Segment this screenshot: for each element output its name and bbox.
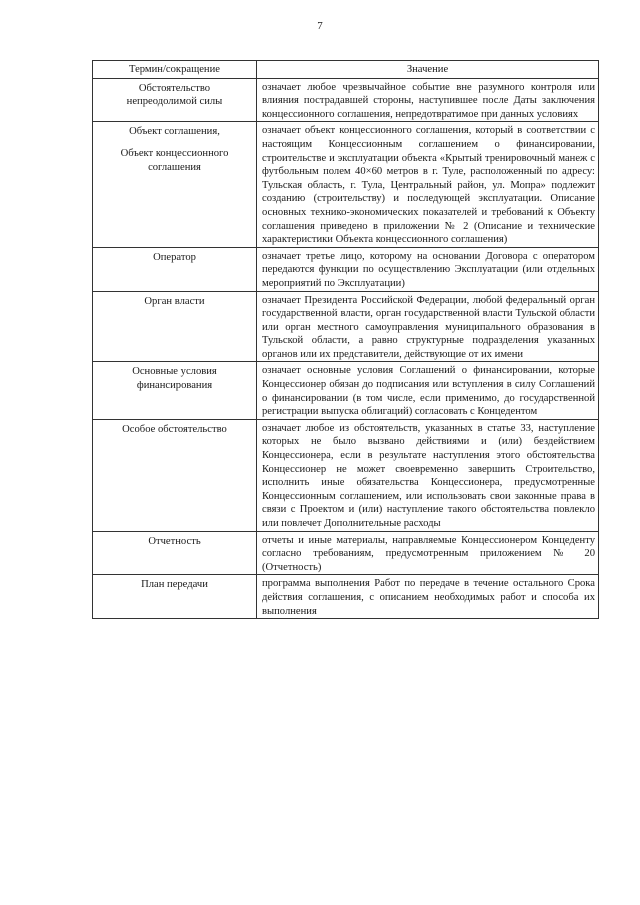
term-cell bbox=[93, 362, 257, 419]
table-row bbox=[93, 247, 599, 291]
term-cell bbox=[93, 531, 257, 575]
term-line: Орган власти bbox=[144, 295, 205, 307]
term-cell bbox=[93, 419, 257, 531]
term-cell bbox=[93, 247, 257, 291]
term-cell bbox=[93, 78, 257, 122]
definition-cell: означает Президента Российской Федерации, любой федеральный орган государственной власти, орган государственной власти Тульской области или орган местного самоуправления муниципального образования в Тульской области, а равно структурные подразделения указанных органов или их представители, действующие от их имени bbox=[257, 291, 599, 362]
page-number: 7 bbox=[317, 20, 323, 32]
term-line: соглашения bbox=[148, 161, 201, 173]
term-spacer bbox=[99, 139, 250, 147]
term-cell bbox=[93, 291, 257, 362]
term-line: финансирования bbox=[136, 380, 213, 392]
table-row bbox=[93, 419, 599, 531]
definition-cell: означает любое чрезвычайное событие вне разумного контроля или влияния пострадавшей стороны, наступившее после Даты заключения концессионного соглашения, непредотвратимое при данных условиях bbox=[257, 78, 599, 122]
definition-cell: программа выполнения Работ по передаче в течение остального Срока действия соглашения, с описанием необходимых работ и способа их выполнения bbox=[257, 575, 599, 619]
table-row bbox=[93, 362, 599, 419]
table-row bbox=[93, 291, 599, 362]
table-row bbox=[93, 531, 599, 575]
term-line: Отчетность bbox=[148, 535, 201, 547]
definition-cell: означает основные условия Соглашений о финансировании, которые Концессионер обязан до подписания или вступления в силу Соглашений о финансировании (в том числе, если применимо, до государственной регистрации выпуска облигаций) согласовать с Концедентом bbox=[257, 362, 599, 419]
table-row bbox=[93, 122, 599, 247]
definition-cell: означает любое из обстоятельств, указанных в статье 33, наступление которых не было вызвано действиями и (или) бездействием Концессионера, если в результате наступления этого обстоятельства Концессионер не может своевременно завершить Строительство, исполнить иные обязательства Концессионера, предусмотренные Концессионным соглашением, или использовать свои законные права в связи с Проектом и (или) наступление такого обстоятельства повлекло или повлечет Дополнительные расходы bbox=[257, 419, 599, 531]
term-line: Основные условия bbox=[132, 366, 217, 378]
term-cell bbox=[93, 122, 257, 247]
term-line: План передачи bbox=[141, 579, 208, 591]
term-line: Особое обстоятельство bbox=[122, 423, 227, 435]
term-line: непреодолимой силы bbox=[126, 96, 223, 108]
term-line: Оператор bbox=[153, 251, 196, 263]
term-line: Объект концессионного bbox=[120, 147, 229, 159]
column-header-term: Термин/сокращение bbox=[93, 61, 257, 79]
table-row bbox=[93, 78, 599, 122]
term-cell bbox=[93, 575, 257, 619]
term-line: Объект соглашения, bbox=[129, 126, 220, 138]
definition-cell: означает третье лицо, которому на основании Договора с оператором передаются функции по осуществлению Эксплуатации (или отдельных мероприятий по Эксплуатации) bbox=[257, 247, 599, 291]
column-header-meaning: Значение bbox=[257, 61, 599, 79]
terms-table bbox=[92, 60, 599, 619]
definition-cell: означает объект концессионного соглашения, который в соответствии с настоящим Концессионным соглашением о финансировании, строительстве и эксплуатации объекта «Крытый тренировочный манеж с футбольным полем 40×60 метров в г. Туле, расположенный по адресу: Тульская область, г. Тула, Центральный район, ул. Мопра» подлежит созданию (строительству) и последующей эксплуатации. Описание основных технико-экономических показателей и требований к Объекту соглашения приведено в приложении № 2 (Описание и технические характеристики Объекта концессионного соглашения) bbox=[257, 122, 599, 247]
definition-cell: отчеты и иные материалы, направляемые Концессионером Концеденту согласно требованиям, предусмотренным приложением № 20 (Отчетность) bbox=[257, 531, 599, 575]
term-line: Обстоятельство bbox=[138, 82, 211, 94]
table-header-row bbox=[93, 61, 599, 79]
table-row bbox=[93, 575, 599, 619]
